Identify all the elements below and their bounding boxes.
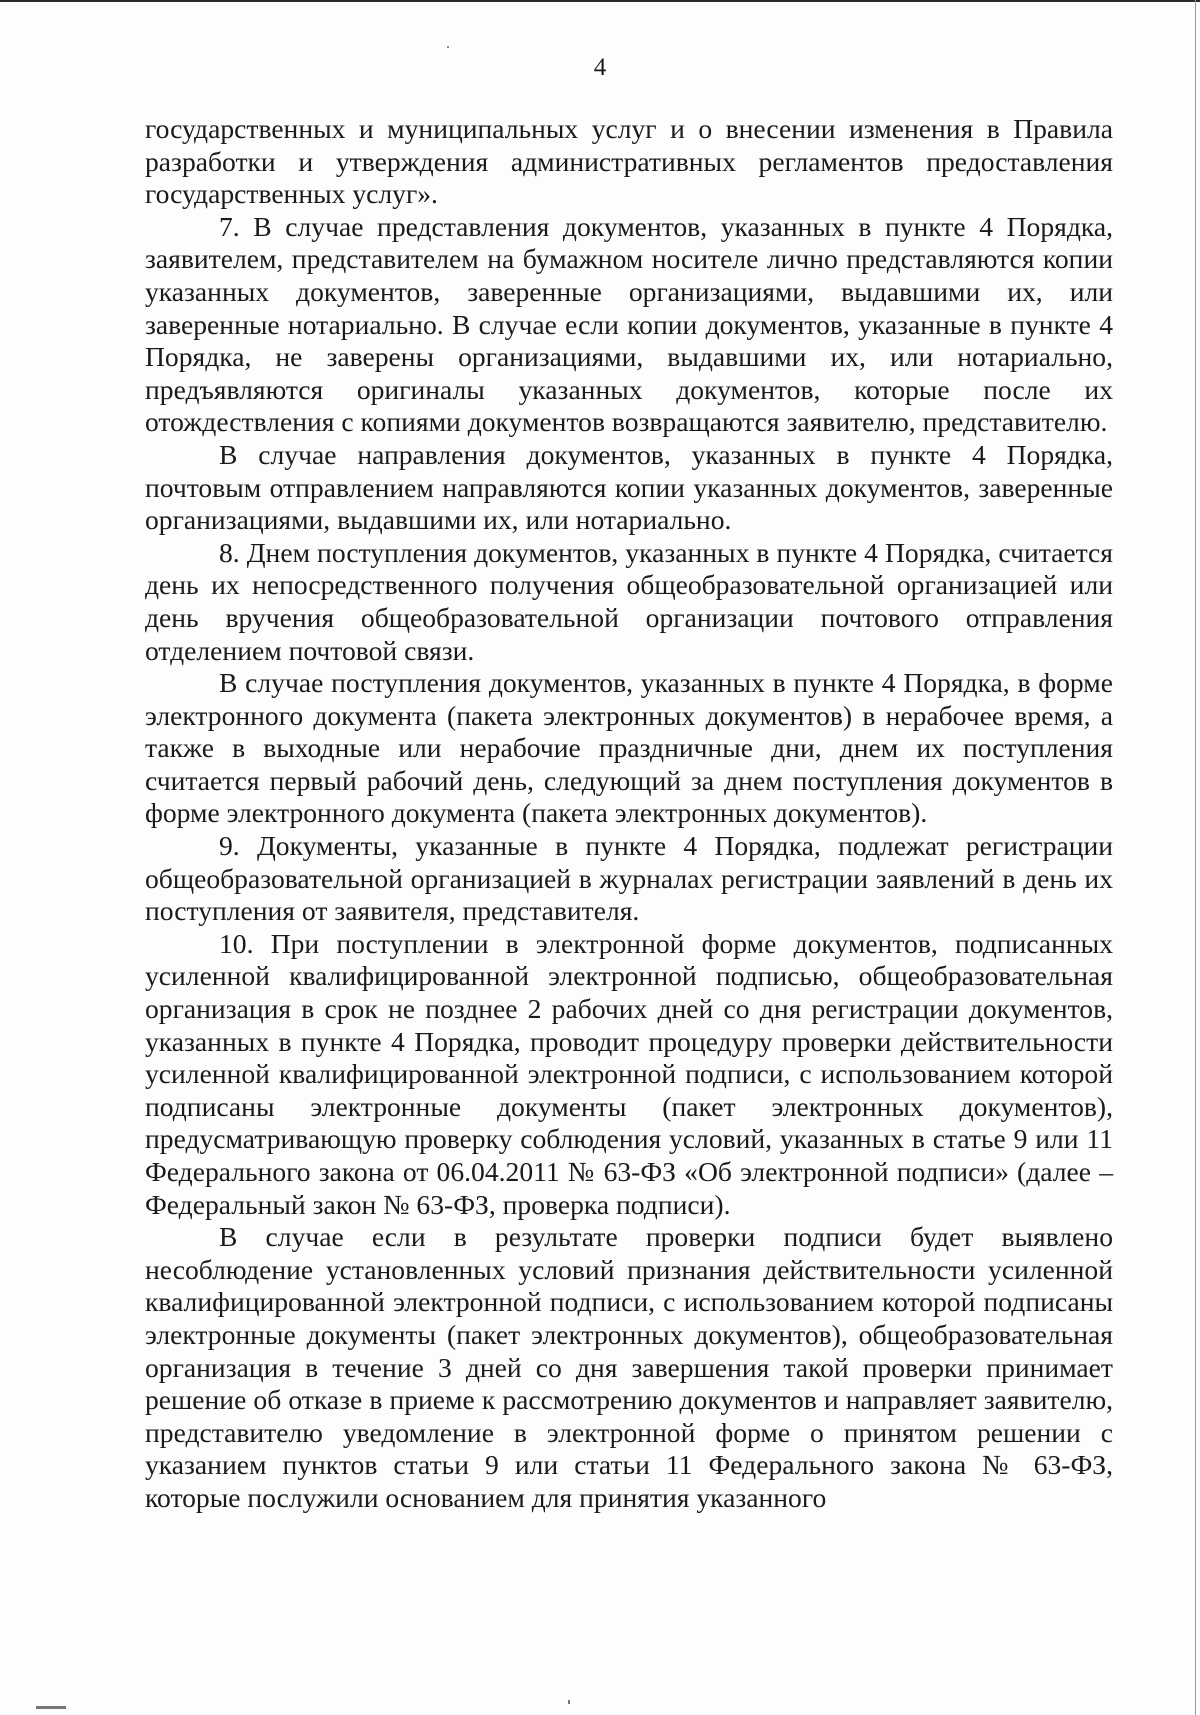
scan-top-edge: [0, 0, 1200, 2]
paragraph-item-9: 9. Документы, указанные в пункте 4 Порядка, подлежат регистрации общеобразовательной организацией в журналах регистрации заявлений в день их поступления от заявителя, представителя.: [145, 830, 1113, 927]
paragraph-continuation: государственных и муниципальных услуг и о внесении изменения в Правила разработки и утверждения административных регламентов предоставления государственных услуг».: [145, 113, 1113, 210]
scan-speck: [568, 1700, 570, 1704]
paragraph-signature-check: В случае если в результате проверки подписи будет выявлено несоблюдение установленных условий признания действительности усиленной квалифицированной электронной подписи, с использованием которой подписаны электронные документы (пакет электронных документов), общеобразовательная организация в течение 3 дней со дня завершения такой проверки принимает решение об отказе в приеме к рассмотрению документов и направляет заявителю, представителю уведомление в электронной форме о принятом решении с указанием пунктов статьи 9 или статьи 11 Федерального закона № 63-ФЗ, которые послужили основанием для принятия указанного: [145, 1221, 1113, 1513]
page-number: 4: [593, 54, 607, 81]
paragraph-postal: В случае направления документов, указанных в пункте 4 Порядка, почтовым отправлением направляются копии указанных документов, заверенные организациями, выдавшими их, или нотариально.: [145, 438, 1113, 536]
paragraph-electronic-receipt: В случае поступления документов, указанных в пункте 4 Порядка, в форме электронного документа (пакета электронных документов) в нерабочее время, а также в выходные или нерабочие праздничные дни, днем их поступления считается первый рабочий день, следующий за днем поступления документов в форме электронного документа (пакета электронных документов).: [145, 667, 1113, 829]
document-body: [145, 113, 1113, 1515]
scan-mark: [36, 1706, 66, 1709]
paragraph-item-10: 10. При поступлении в электронной форме документов, подписанных усиленной квалифицированной электронной подписью, общеобразовательная организация в срок не позднее 2 рабочих дней со дня регистрации документов, указанных в пункте 4 Порядка, проводит процедуру проверки действительности усиленной квалифицированной электронной подписи, с использованием которой подписаны электронные документы (пакет электронных документов), предусматривающую проверку соблюдения условий, указанных в статье 9 или 11 Федерального закона от 06.04.2011 № 63-ФЗ «Об электронной подписи» (далее – Федеральный закон № 63-ФЗ, проверка подписи).: [145, 927, 1113, 1220]
paragraph-item-8: 8. Днем поступления документов, указанных в пункте 4 Порядка, считается день их непосредственного получения общеобразовательной организацией или день вручения общеобразовательной организации почтового отправления отделением почтовой связи.: [145, 536, 1113, 666]
scan-right-edge: [1195, 0, 1196, 1715]
scan-speck: [447, 46, 449, 48]
paragraph-item-7: 7. В случае представления документов, указанных в пункте 4 Порядка, заявителем, представителем на бумажном носителе лично представляются копии указанных документов, заверенные организациями, выдавшими их, или заверенные нотариально. В случае если копии документов, указанные в пункте 4 Порядка, не заверены организациями, выдавшими их, или нотариально, предъявляются оригиналы указанных документов, которые после их отождествления с копиями документов возвращаются заявителю, представителю.: [145, 210, 1113, 438]
